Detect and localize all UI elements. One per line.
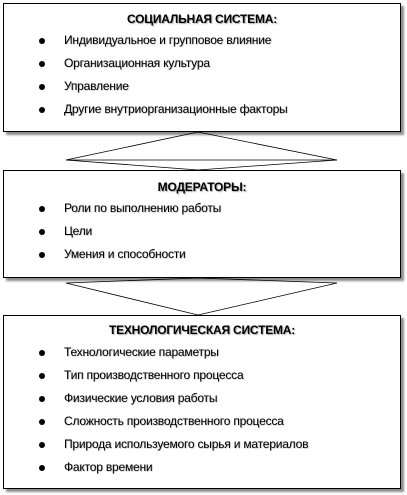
- connector-social-to-moderators: [66, 132, 337, 160]
- connector-moderators-to-tech: [66, 278, 337, 315]
- bullet-icon: [39, 350, 45, 356]
- technological-system-list: [4, 341, 400, 479]
- technological-system-title: ТЕХНОЛОГИЧЕСКАЯ СИСТЕМА:: [108, 323, 296, 337]
- list-item-label: Другие внутриорганизационные факторы: [64, 102, 288, 116]
- list-item-label: Тип производственного процесса: [64, 368, 244, 382]
- bullet-icon: [39, 442, 45, 448]
- bullet-icon: [39, 252, 45, 258]
- list-item-label: Цели: [64, 224, 93, 238]
- bullet-icon: [39, 396, 45, 402]
- list-item-label: Роли по выполнению работы: [64, 201, 222, 215]
- list-item-label: Индивидуальное и групповое влияние: [64, 33, 272, 47]
- list-item-label: Технологические параметры: [64, 345, 219, 359]
- social-system-list: [4, 29, 400, 121]
- list-item-label: Физические условия работы: [64, 391, 218, 405]
- list-item-label: Умения и способности: [64, 247, 186, 261]
- moderators-box: [3, 170, 401, 278]
- bullet-icon: [39, 206, 45, 212]
- bullet-icon: [39, 419, 45, 425]
- list-item-label: Управление: [64, 79, 129, 93]
- bullet-icon: [39, 373, 45, 379]
- list-item: [4, 364, 400, 387]
- bullet-icon: [39, 84, 45, 90]
- list-item: [4, 29, 400, 52]
- bullet-icon: [39, 107, 45, 113]
- list-item: [4, 243, 400, 266]
- list-item-label: Организационная культура: [64, 56, 210, 70]
- moderators-title: МОДЕРАТОРЫ:: [157, 180, 247, 194]
- connector-social-to-moderators-lower: [66, 160, 337, 170]
- list-item: [4, 341, 400, 364]
- list-item: [4, 98, 400, 121]
- list-item: [4, 197, 400, 220]
- list-item-label: Природа используемого сырья и материалов: [64, 437, 309, 451]
- moderators-list: [4, 197, 400, 266]
- bullet-icon: [39, 229, 45, 235]
- list-item-label: Фактор времени: [64, 460, 153, 474]
- bullet-icon: [39, 61, 45, 67]
- list-item: [4, 387, 400, 410]
- bullet-icon: [39, 38, 45, 44]
- list-item: [4, 410, 400, 433]
- technological-system-box: [3, 315, 401, 489]
- list-item: [4, 433, 400, 456]
- list-item-label: Сложность производственного процесса: [64, 414, 284, 428]
- bullet-icon: [39, 465, 45, 471]
- list-item: [4, 75, 400, 98]
- social-system-box: [3, 3, 401, 132]
- list-item: [4, 456, 400, 479]
- social-system-title: СОЦИАЛЬНАЯ СИСТЕМА:: [126, 12, 278, 26]
- list-item: [4, 220, 400, 243]
- list-item: [4, 52, 400, 75]
